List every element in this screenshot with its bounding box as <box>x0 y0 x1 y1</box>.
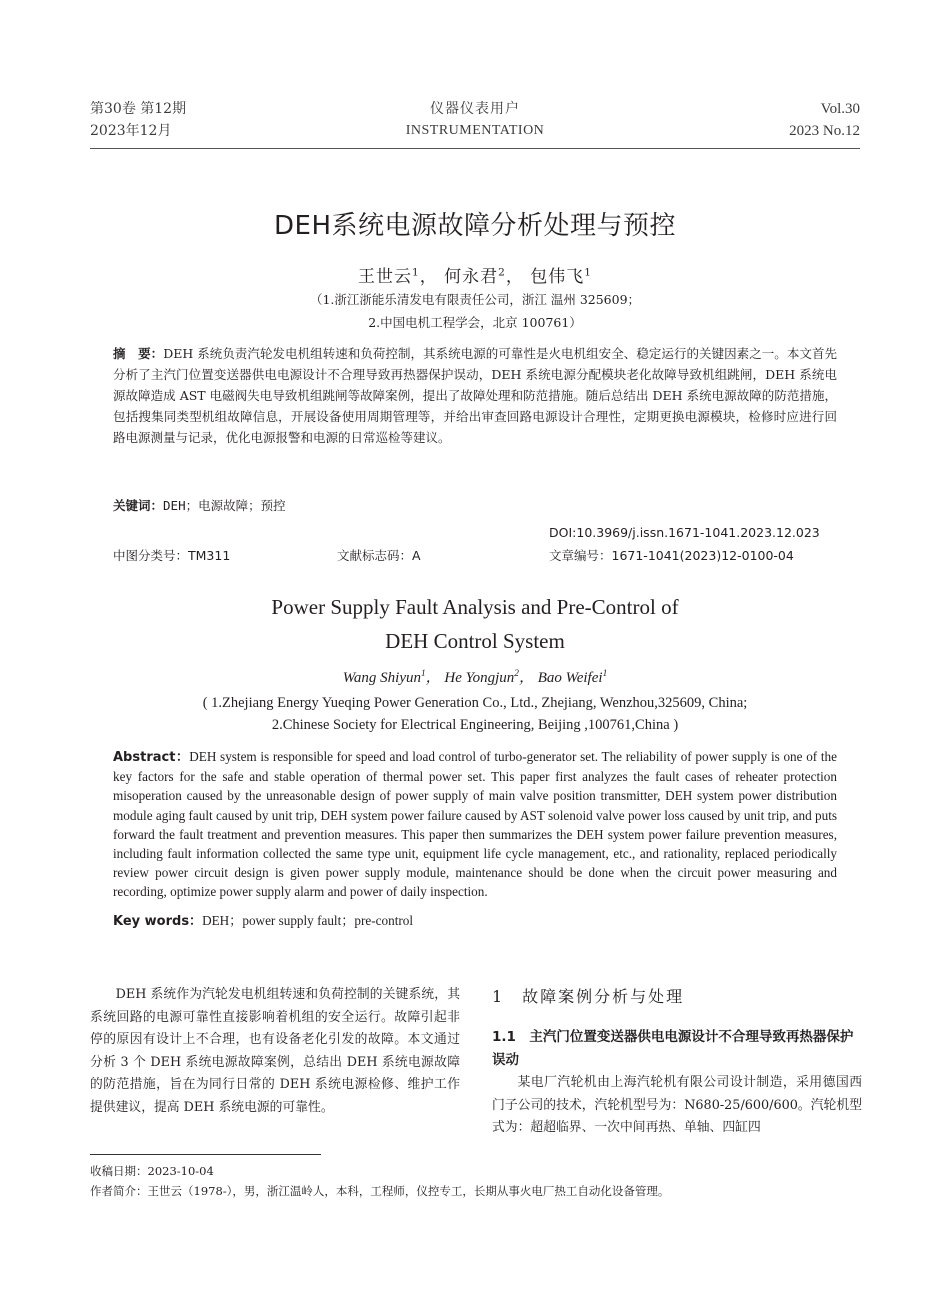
intro-text: DEH 系统作为汽轮发电机组转速和负荷控制的关键系统，其系统回路的电源可靠性直接影响着机组的安全运行。故障引起非停的原因有设计上不合理，也有设备老化引发的故障。本文通过分析 3 个 DEH 系统电源故障案例，总结出 DEH 系统电源故障的防范措施，旨在为同行日常的 DEH 系统电源检修、维护工作提供建议，提高 DEH 系统电源的可靠性。 <box>90 987 460 1115</box>
received-date-text: 收稿日期：2023-10-04 <box>90 1164 214 1178</box>
journal-name-cn: 仪器仪表用户 <box>430 101 520 117</box>
intro-paragraph <box>90 984 460 1119</box>
journal-name-en: INSTRUMENTATION <box>405 123 545 138</box>
journal-volume-issue <box>90 98 186 142</box>
section-1-paragraph <box>492 1072 862 1140</box>
author-name-en: Bao Weifei <box>537 670 603 686</box>
abstract-en <box>113 747 837 902</box>
subsection-1-1-heading: 1.1 主汽门位置变送器供电电源设计不合理导致再热器保护误动 <box>492 1029 854 1068</box>
abstract-en-text: DEH system is responsible for speed and load control of turbo-generator set. The reliability of power supply is one of the key factors for the safe and stable operation of thermal power set. This paper first analyzes the fault cases of reheater protection misoperation caused by the unreasonable design of power supply of main valve position transmitter, DEH system power distribution module aging fault caused by unit trip, DEH system power failure caused by AST solenoid valve power loss caused by unit trip, and puts forward the fault treatment and prevention measures. This paper then summarizes the DEH system power failure prevention measures, including fault information collected the same type unit, equipment life cycle management, etc., and rationality, replaced periodically review power circuit design is given power supply module, maintenance should be done when the circuit power measuring and recording, optimize power supply alarm and power of daily inspection. <box>113 749 837 900</box>
author-affiliation-mark: 1 <box>584 266 592 279</box>
affiliation-cn-1: （1.浙江浙能乐清发电有限责任公司，浙江 温州 325609； <box>309 292 641 307</box>
footnote-author-bio <box>90 1182 870 1200</box>
author-name: 包伟飞 <box>530 267 585 287</box>
author-name-en: Wang Shiyun <box>342 670 421 686</box>
article-number: 文章编号：1671-1041(2023)12-0100-04 <box>549 548 794 563</box>
affiliation-en-1: ( 1.Zhejiang Energy Yueqing Power Generation Co., Ltd., Zhejiang, Wenzhou,325609, China; <box>202 695 748 711</box>
paper-title-en-line1: Power Supply Fault Analysis and Pre-Control of <box>271 595 679 619</box>
author-affiliation-mark: 2 <box>514 669 519 679</box>
year-no-text: 2023 No.12 <box>789 123 860 139</box>
footnote-received <box>90 1162 870 1180</box>
volume-issue-text: 第30卷 第12期 <box>90 101 187 117</box>
abstract-cn <box>113 343 837 448</box>
footnote-divider <box>90 1154 321 1155</box>
doi-text: DOI:10.3969/j.issn.1671-1041.2023.12.023 <box>549 525 820 540</box>
paper-title-en-line2: DEH Control System <box>385 629 565 653</box>
document-code: 文献标志码：A <box>337 548 421 563</box>
keywords-en-text: DEH；power supply fault；pre-control <box>202 913 414 928</box>
author-affiliation-mark: 1 <box>412 266 420 279</box>
keywords-cn-label: 关键词： <box>113 498 164 513</box>
publication-date-text: 2023年12月 <box>90 123 172 139</box>
author-list-cn: 王世云$^1$， 何永君$^2$， 包伟飞$^1$ <box>358 266 592 287</box>
journal-name <box>300 98 650 142</box>
affiliation-en-2: 2.Chinese Society for Electrical Engineering, Beijing ,100761,China ) <box>271 717 679 733</box>
keywords-en-label: Key words： <box>113 914 203 929</box>
section-1-text: 某电厂汽轮机由上海汽轮机有限公司设计制造，采用德国西门子公司的技术，汽轮机型号为：N680-25/600/600。汽轮机型式为：超超临界、一次中间再热、单轴、四缸四 <box>492 1075 862 1135</box>
affiliation-cn-2: 2.中国电机工程学会，北京 100761） <box>368 315 582 330</box>
keywords-cn <box>113 495 837 516</box>
author-name: 何永君 <box>444 267 499 287</box>
vol-text: Vol.30 <box>820 101 860 117</box>
clc-number: 中图分类号：TM311 <box>113 548 231 563</box>
author-affiliation-mark: 1 <box>602 669 608 679</box>
keywords-cn-text: DEH；电源故障；预控 <box>163 498 286 513</box>
journal-vol-no-en <box>789 98 860 142</box>
keywords-en <box>113 911 837 931</box>
abstract-cn-label: 摘 要： <box>113 346 164 361</box>
author-bio-text: 作者简介：王世云（1978-），男，浙江温岭人，本科，工程师，仪控专工，长期从事火电厂热工自动化设备管理。 <box>90 1184 670 1198</box>
author-list-en: Wang Shiyun$^1$， He Yongjun$^2$， Bao Weifei$^1$ <box>342 669 608 686</box>
author-name-en: He Yongjun <box>444 670 515 686</box>
header-divider <box>90 148 860 149</box>
abstract-cn-text: DEH 系统负责汽轮发电机组转速和负荷控制，其系统电源的可靠性是火电机组安全、稳定运行的关键因素之一。本文首先分析了主汽门位置变送器供电电源设计不合理导致再热器保护误动，DEH 系统电源分配模块老化故障导致机组跳闸，DEH 系统电源故障造成 AST 电磁阀失电导致机组跳闸等故障案例，提出了故障处理和防范措施。随后总结出 DEH 系统电源故障的防范措施，包括搜集同类型机组故障信息，开展设备使用周期管理等，并给出审查回路电源设计合理性，定期更换电源模块，检修时应进行回路电源测量与记录，优化电源报警和电源的日常巡检等建议。 <box>113 346 837 445</box>
author-affiliation-mark: 1 <box>420 669 426 679</box>
author-name: 王世云 <box>358 267 413 287</box>
section-1-heading: 1 故障案例分析与处理 <box>492 987 685 1006</box>
paper-title-cn: DEH系统电源故障分析处理与预控 <box>274 211 676 241</box>
paper-title-en <box>0 590 950 658</box>
author-affiliation-mark: 2 <box>498 266 506 279</box>
abstract-en-label: Abstract： <box>113 750 190 765</box>
